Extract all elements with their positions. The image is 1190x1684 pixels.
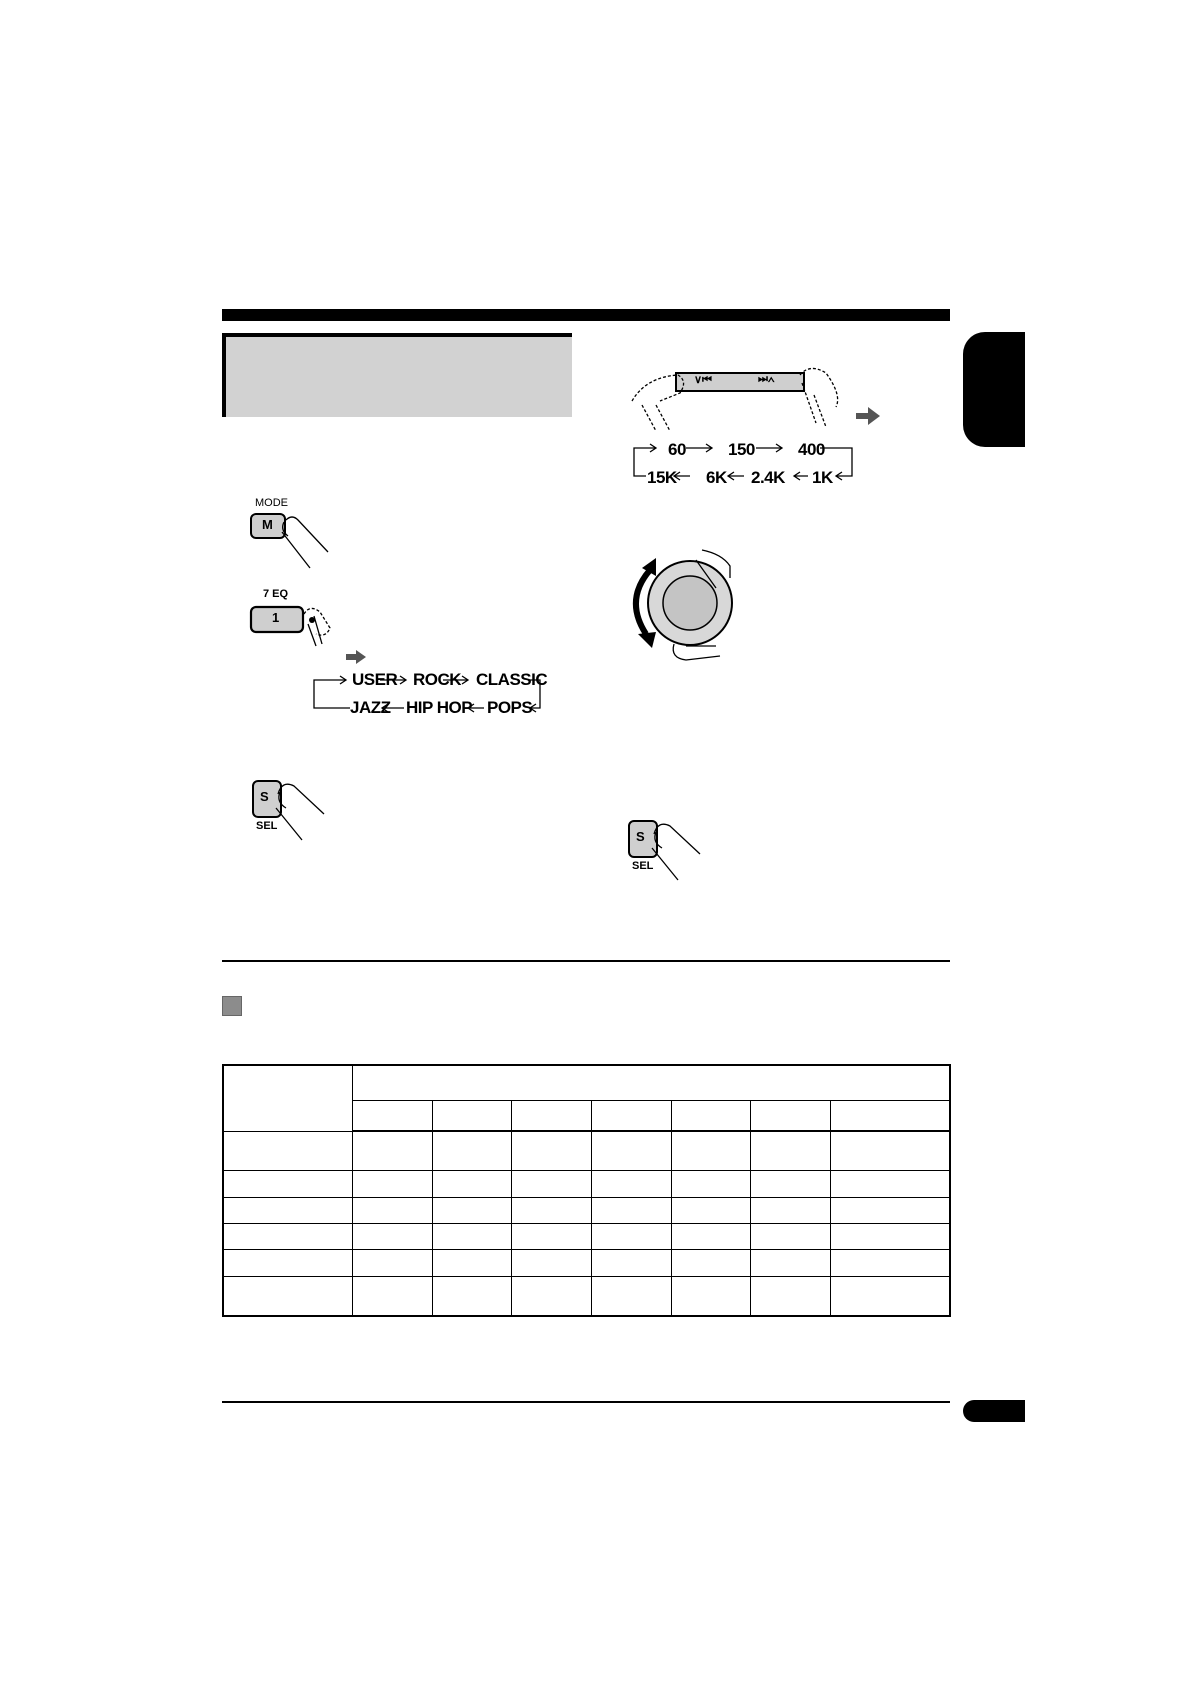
section-divider bbox=[222, 960, 950, 962]
finger-icon bbox=[652, 824, 700, 880]
table-cell bbox=[223, 1197, 353, 1223]
table-cell bbox=[512, 1131, 592, 1171]
band-6k: 6K bbox=[706, 468, 727, 487]
preset-pops: POPS bbox=[487, 698, 533, 717]
band-400: 400 bbox=[798, 440, 825, 459]
table-row bbox=[223, 1223, 950, 1249]
footer-rule bbox=[222, 1401, 950, 1403]
band-15k: 15K bbox=[647, 468, 677, 487]
table-cell bbox=[830, 1171, 950, 1197]
preset-rock: ROCK bbox=[413, 670, 462, 689]
table-cell bbox=[671, 1101, 751, 1132]
table-cell bbox=[671, 1276, 751, 1316]
finger-icon bbox=[304, 608, 330, 635]
finger-icon bbox=[276, 784, 324, 840]
table-cell bbox=[512, 1250, 592, 1276]
seek-right-symbol: ⏭∧ bbox=[758, 373, 775, 385]
table-cell bbox=[751, 1250, 831, 1276]
mode-caption: MODE bbox=[255, 497, 288, 509]
table-cell bbox=[671, 1197, 751, 1223]
table-cell bbox=[353, 1171, 433, 1197]
table-cell bbox=[432, 1250, 512, 1276]
table-cell bbox=[830, 1223, 950, 1249]
table-row bbox=[223, 1171, 950, 1197]
table-cell bbox=[751, 1171, 831, 1197]
table-cell bbox=[751, 1276, 831, 1316]
eq-preset-table bbox=[222, 1064, 951, 1317]
band-1k: 1K bbox=[812, 468, 833, 487]
table-cell bbox=[353, 1197, 433, 1223]
table-cell bbox=[512, 1276, 592, 1316]
table-cell bbox=[591, 1250, 671, 1276]
table-cell bbox=[671, 1250, 751, 1276]
right-arrow-icon bbox=[856, 407, 880, 425]
band-2-4k: 2.4K bbox=[751, 468, 785, 487]
sel-key-letter: S bbox=[260, 789, 269, 804]
table-header-cell bbox=[223, 1065, 353, 1131]
table-cell bbox=[591, 1276, 671, 1316]
table-cell bbox=[671, 1131, 751, 1171]
eq-caption: 7 EQ bbox=[263, 588, 289, 600]
table-row bbox=[223, 1131, 950, 1171]
preset-jazz: JAZZ bbox=[350, 698, 391, 717]
table-cell bbox=[353, 1276, 433, 1316]
finger-icon bbox=[282, 517, 328, 568]
table-cell bbox=[830, 1131, 950, 1171]
eq-button-graphic bbox=[250, 604, 380, 664]
table-cell bbox=[512, 1197, 592, 1223]
table-cell bbox=[512, 1171, 592, 1197]
table-cell bbox=[591, 1101, 671, 1132]
page-number-tab bbox=[963, 1400, 1025, 1422]
table-cell bbox=[591, 1131, 671, 1171]
table-cell bbox=[751, 1101, 831, 1132]
table-cell bbox=[432, 1101, 512, 1132]
finger-right-icon bbox=[800, 368, 838, 427]
language-side-tab bbox=[963, 332, 1025, 447]
sel-caption: SEL bbox=[256, 820, 278, 832]
table-cell bbox=[591, 1197, 671, 1223]
table-cell bbox=[751, 1131, 831, 1171]
band-60: 60 bbox=[668, 440, 686, 459]
sel-key-letter-right: S bbox=[636, 829, 645, 844]
table-row bbox=[223, 1250, 950, 1276]
table-cell bbox=[751, 1223, 831, 1249]
table-cell bbox=[432, 1276, 512, 1316]
table-cell bbox=[223, 1131, 353, 1171]
table-cell bbox=[512, 1223, 592, 1249]
table-cell bbox=[353, 1223, 433, 1249]
seek-left-symbol: ∨⏮ bbox=[694, 374, 712, 386]
table-cell bbox=[432, 1171, 512, 1197]
top-rule bbox=[222, 309, 950, 321]
table-cell bbox=[223, 1276, 353, 1316]
table-cell bbox=[591, 1223, 671, 1249]
table-cell bbox=[751, 1197, 831, 1223]
band-150: 150 bbox=[728, 440, 755, 459]
table-header-row bbox=[223, 1065, 950, 1101]
table-cell bbox=[671, 1223, 751, 1249]
table-row bbox=[223, 1197, 950, 1223]
table-row bbox=[223, 1276, 950, 1316]
control-dial-illustration bbox=[626, 548, 746, 664]
eq-key-number: 1 bbox=[272, 610, 280, 625]
subsection-bullet-square bbox=[222, 996, 242, 1016]
table-header-cell bbox=[353, 1065, 951, 1101]
section-title-box bbox=[222, 333, 572, 417]
table-cell bbox=[432, 1131, 512, 1171]
preset-hip-hop: HIP HOP bbox=[406, 698, 473, 717]
preset-user: USER bbox=[352, 670, 398, 689]
table-cell bbox=[223, 1223, 353, 1249]
table-cell bbox=[830, 1197, 950, 1223]
table-cell bbox=[671, 1171, 751, 1197]
table-cell bbox=[432, 1223, 512, 1249]
table-cell bbox=[353, 1101, 433, 1132]
table-cell bbox=[353, 1250, 433, 1276]
finger-bottom-icon bbox=[673, 644, 720, 660]
table-cell bbox=[223, 1171, 353, 1197]
table-cell bbox=[591, 1171, 671, 1197]
table-cell bbox=[830, 1250, 950, 1276]
sel-caption-right: SEL bbox=[632, 860, 654, 872]
table-cell bbox=[830, 1101, 950, 1132]
table-cell bbox=[512, 1101, 592, 1132]
table-cell bbox=[432, 1197, 512, 1223]
preset-classic: CLASSIC bbox=[476, 670, 548, 689]
table-cell bbox=[830, 1276, 950, 1316]
right-arrow-icon bbox=[346, 650, 366, 664]
table-cell bbox=[223, 1250, 353, 1276]
mode-key-letter: M bbox=[262, 517, 273, 532]
table-cell bbox=[353, 1131, 433, 1171]
